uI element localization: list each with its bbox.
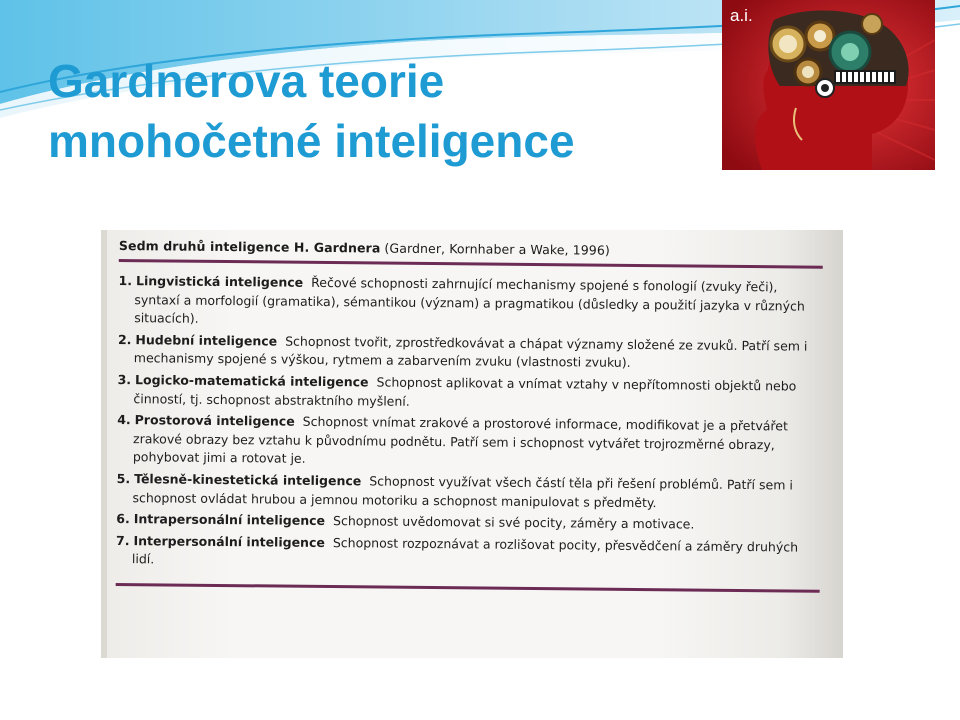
item-description: Schopnost tvořit, zprostředkovávat a chápat významy složené ze zvuků. Patří sem i mechanismy spojené s výškou, rytmem a zabarvením zvuku (vlastnosti zvuku).	[133, 333, 808, 371]
item-name: Hudební inteligence	[135, 331, 278, 349]
slide-title-line-2: mnohočetné inteligence	[48, 114, 575, 167]
item-name: Logicko-matematická inteligence	[135, 372, 369, 390]
item-number: 1.	[118, 272, 133, 289]
excerpt-heading-title: Sedm druhů inteligence H. Gardnera	[118, 238, 381, 256]
item-description: Schopnost vnímat zrakové a prostorové informace, modifikovat je a přetvářet zrakové obrazy bez vztahu k původnímu podnětu. Patří sem i schopnost vytvářet trojrozměrné obrazy, pohybovat jimi a rotovat je.	[132, 413, 788, 467]
bottom-divider	[116, 583, 820, 593]
item-description: Schopnost uvědomovat si své pocity, záměry a motivace.	[332, 513, 695, 532]
item-name: Tělesně-kinestetická inteligence	[134, 471, 362, 489]
ai-brain-image	[722, 0, 935, 170]
list-item	[116, 470, 816, 514]
item-number: 6.	[116, 511, 130, 527]
list-item	[116, 532, 816, 576]
item-description: Schopnost využívat všech částí těla při řešení problémů. Patří sem i schopnost ovládat hrubou a jemnou motoriku a schopnost manipulovat s předměty.	[132, 473, 793, 510]
slide-title	[48, 52, 708, 172]
textbook-excerpt-scan	[101, 230, 843, 658]
item-number: 3.	[117, 371, 132, 388]
page-edge	[101, 230, 107, 658]
item-name: Intrapersonální inteligence	[133, 511, 326, 529]
list-item	[118, 331, 818, 375]
item-number: 4.	[117, 412, 131, 428]
intelligence-list	[116, 272, 819, 576]
item-number: 5.	[116, 470, 131, 487]
list-item	[118, 272, 819, 334]
excerpt-content	[116, 238, 819, 593]
list-item	[117, 371, 817, 415]
item-description: Schopnost rozpoznávat a rozlišovat pocity, přesvědčení a záměry druhých lidí.	[131, 534, 799, 567]
ai-logo-text: a.i.	[730, 6, 753, 25]
item-number: 7.	[116, 532, 130, 548]
slide-title-line-1: Gardnerova teorie	[48, 55, 445, 107]
item-name: Lingvistická inteligence	[135, 273, 304, 290]
list-item	[117, 411, 818, 473]
robotic-brain-head-icon	[722, 0, 935, 170]
item-description: Řečové schopnosti zahrnující mechanismy spojené s fonologií (zvuky řeči), syntaxí a morfologií (gramatika), sémantikou (význam) a pragmatikou (důsledky a použití jazyka v různých situacích).	[134, 274, 805, 326]
list-item	[116, 510, 816, 535]
item-number: 2.	[117, 331, 132, 347]
item-name: Prostorová inteligence	[134, 412, 295, 429]
excerpt-heading-citation: (Gardner, Kornhaber a Wake, 1996)	[380, 240, 610, 258]
item-name: Interpersonální inteligence	[133, 532, 325, 550]
item-description: Schopnost aplikovat a vnímat vztahy v nepřítomnosti objektů nebo činností, tj. schopnost abstraktního myšlení.	[133, 374, 797, 409]
